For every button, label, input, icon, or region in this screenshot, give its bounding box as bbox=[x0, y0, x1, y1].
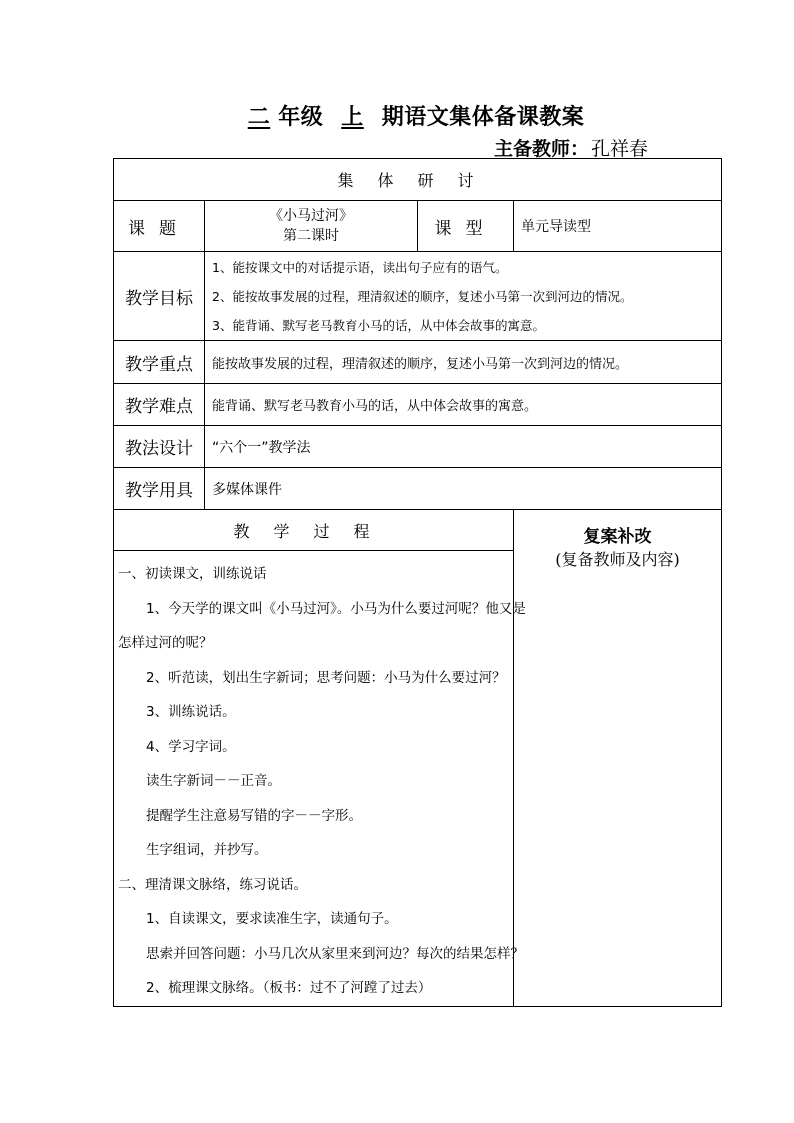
process-content bbox=[114, 551, 526, 1007]
lesson-period: 第二课时 bbox=[283, 228, 339, 244]
difficulty-value: 能背诵、默写老马教育小马的话，从中体会故事的寓意。 bbox=[205, 384, 722, 426]
process-line: 1、今天学的课文叫《小马过河》。小马为什么要过河呢？他又是 bbox=[146, 600, 526, 617]
process-line: 2、梳理课文脉络。（板书：过不了河蹚了过去） bbox=[146, 980, 432, 996]
revise-subtitle: (复备教师及内容) bbox=[555, 550, 680, 569]
goal-item: 2、能按故事发展的过程，理清叙述的顺序，复述小马第一次到河边的情况。 bbox=[212, 288, 633, 304]
lead-teacher bbox=[494, 134, 648, 161]
type-value: 单元导读型 bbox=[514, 201, 722, 252]
process-line: 3、训练说话。 bbox=[146, 704, 236, 720]
lesson-title: 《小马过河》 bbox=[269, 208, 353, 224]
tools-value: 多媒体课件 bbox=[205, 468, 722, 510]
section-title: 集体研讨 bbox=[114, 159, 722, 201]
topic-value bbox=[205, 201, 418, 252]
process-line: 生字组词，并抄写。 bbox=[146, 842, 268, 858]
revise-title: 复案补改 bbox=[583, 527, 652, 547]
goal-item: 3、能背诵、默写老马教育小马的话，从中体会故事的寓意。 bbox=[212, 317, 545, 333]
goals-list bbox=[205, 252, 722, 341]
process-line: 1、自读课文，要求读准生字，读通句子。 bbox=[146, 911, 398, 927]
teacher-label: 主备教师： bbox=[494, 138, 590, 160]
process-line: 怎样过河的呢？ bbox=[118, 635, 213, 651]
term-field: 上 bbox=[341, 104, 364, 130]
grade-field: 二 bbox=[247, 104, 271, 130]
process-line: 二、理清课文脉络，练习说话。 bbox=[118, 876, 307, 893]
document-title bbox=[0, 100, 794, 131]
teacher-name: 孔祥春 bbox=[591, 138, 649, 160]
revise-cell bbox=[514, 510, 722, 1007]
title-rest: 期语文集体备课教案 bbox=[381, 104, 585, 130]
topic-label: 课题 bbox=[114, 201, 205, 252]
focus-label: 教学重点 bbox=[114, 341, 205, 384]
type-label: 课型 bbox=[418, 201, 514, 252]
method-label: 教法设计 bbox=[114, 426, 205, 468]
process-line: 读生字新词－－正音。 bbox=[146, 773, 281, 789]
process-line: 提醒学生注意易写错的字－－字形。 bbox=[146, 807, 362, 824]
process-lines bbox=[114, 557, 526, 1006]
goals-label: 教学目标 bbox=[114, 252, 205, 341]
focus-value: 能按故事发展的过程，理清叙述的顺序，复述小马第一次到河边的情况。 bbox=[205, 341, 722, 384]
lesson-plan-table bbox=[113, 158, 722, 1007]
method-value: “六个一”教学法 bbox=[205, 426, 722, 468]
process-line: 4、学习字词。 bbox=[146, 738, 236, 755]
process-line: 思索并回答问题：小马几次从家里来到河边？每次的结果怎样？ bbox=[146, 945, 524, 962]
process-title: 教学过程 bbox=[114, 510, 514, 551]
tools-label: 教学用具 bbox=[114, 468, 205, 510]
goal-item: 1、能按课文中的对话提示语，读出句子应有的语气。 bbox=[212, 259, 508, 275]
process-line: 一、初读课文，训练说话 bbox=[118, 566, 267, 582]
process-line: 2、听范读，划出生字新词；思考问题：小马为什么要过河？ bbox=[146, 669, 506, 686]
difficulty-label: 教学难点 bbox=[114, 384, 205, 426]
grade-suffix: 年级 bbox=[278, 104, 324, 130]
